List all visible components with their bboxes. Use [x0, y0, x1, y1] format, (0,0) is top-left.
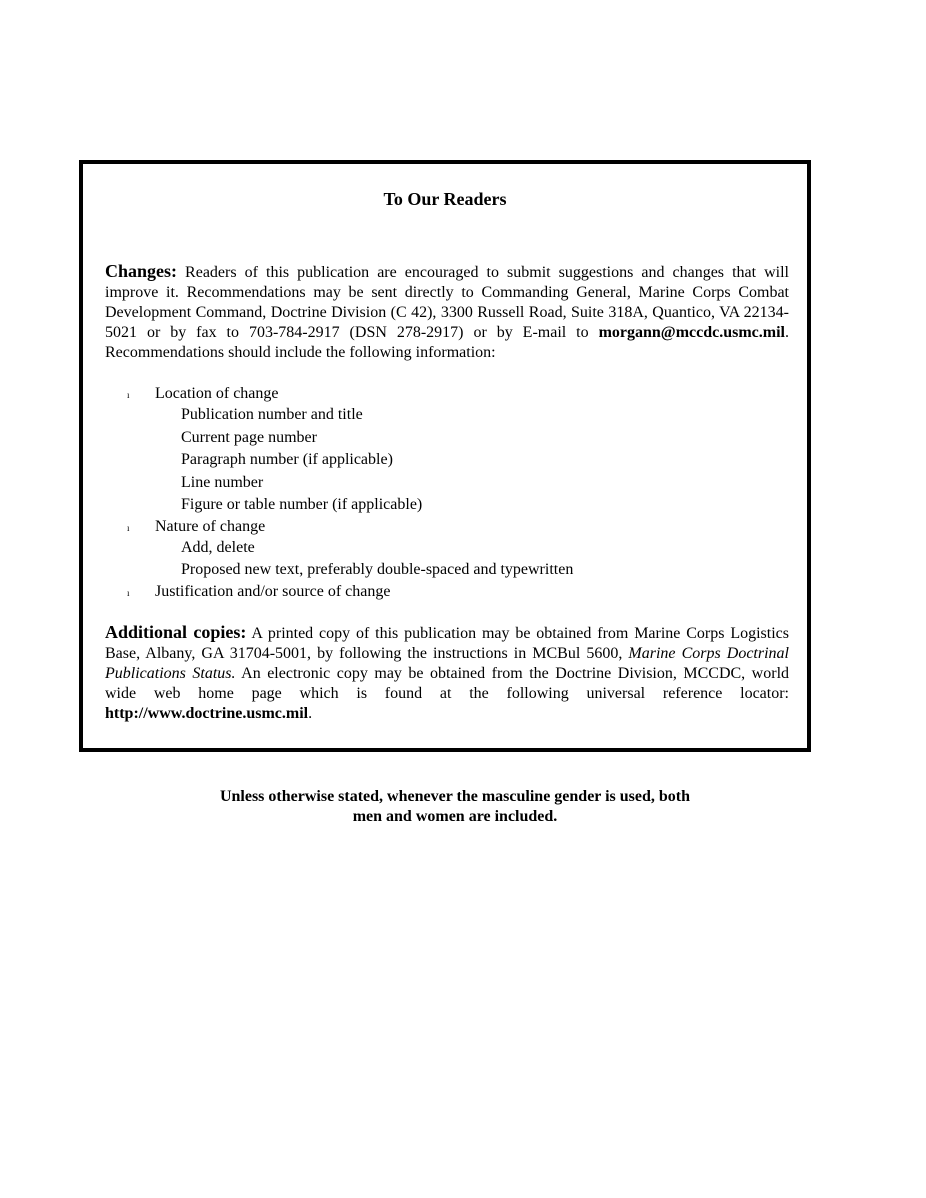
sub-item — [105, 537, 789, 560]
sub-item-label: Paragraph number (if applicable) — [181, 451, 393, 468]
gender-note-line-2: men and women are included. — [352, 808, 558, 825]
list-item-label: Nature of change — [155, 517, 266, 535]
sub-item-label: Proposed new text, preferably double-spaced and typewritten — [181, 561, 574, 578]
changes-paragraph — [105, 261, 789, 363]
copies-text-3: . — [308, 705, 313, 722]
list-item-nature — [105, 517, 789, 537]
gender-note-line-1: Unless otherwise stated, whenever the masculine gender is used, both — [219, 788, 691, 805]
changes-lead: Changes: — [105, 261, 178, 281]
sub-item — [105, 427, 789, 450]
list-item-justification — [105, 582, 789, 602]
sub-item-label: Figure or table number (if applicable) — [181, 496, 423, 513]
bullet-icon: ı — [127, 390, 130, 400]
sub-item — [105, 404, 789, 427]
list-item-label: Location of change — [155, 385, 279, 402]
bullet-icon: ı — [127, 522, 130, 533]
copies-lead: Additional copies: — [105, 622, 247, 642]
bullet-icon: ı — [127, 587, 130, 598]
contact-email[interactable]: morgann@mccdc.usmc.mil — [598, 324, 785, 341]
changes-text-1: Readers of this publication are encouraged to submit suggestions and changes that will improve it. Recommendations may be sent directly to Commanding General, Marine Corps Combat Development Command, Doctrine Division (C 42), 3300 Russell Road, Suite 318A, Quantico, VA 22134-5021 or by fax to 703-784-2917 (DSN 278-2917) or by E-mail to — [105, 264, 789, 341]
sub-item — [105, 559, 789, 582]
additional-copies-paragraph — [105, 622, 789, 724]
copies-text-1: A printed copy of this publication may be obtained from Marine Corps Logistics Base, Albany, GA 31704-5001, by following the instructions in MCBul 5600, — [105, 625, 789, 662]
readers-notice-box — [79, 160, 811, 752]
doctrine-url-link[interactable]: http://www.doctrine.usmc.mil — [105, 705, 309, 722]
list-item-label: Justification and/or source of change — [155, 582, 391, 600]
notice-title: To Our Readers — [383, 189, 507, 209]
gender-note — [0, 787, 910, 827]
changes-text-2: . Recommendations should include the following information: — [105, 324, 789, 361]
copies-text-2: An electronic copy may be obtained from the Doctrine Division, MCCDC, world wide web home page which is found at the following universal reference locator: — [105, 665, 790, 702]
change-info-list — [105, 384, 789, 602]
sub-item-label: Line number — [181, 473, 264, 491]
publication-status-title: Marine Corps Doctrinal Publications Status. — [105, 645, 789, 682]
sub-item — [105, 494, 789, 517]
sub-item-label: Current page number — [181, 428, 317, 446]
sub-item — [105, 472, 789, 495]
sub-item — [105, 449, 789, 472]
list-item-location — [105, 384, 789, 404]
sub-item-label: Publication number and title — [181, 406, 363, 423]
sub-item-label: Add, delete — [181, 538, 255, 556]
